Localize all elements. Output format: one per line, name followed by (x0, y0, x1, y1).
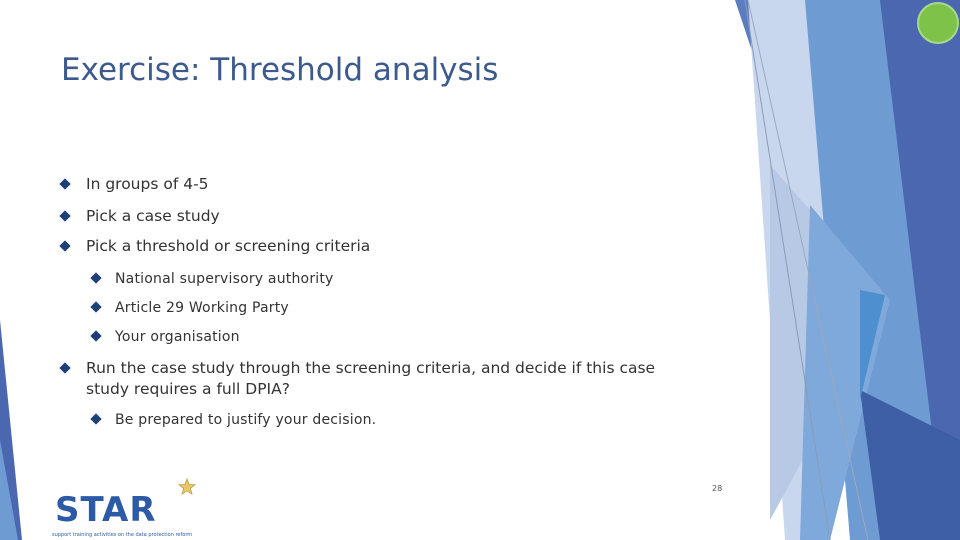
bullet-item (57, 206, 220, 227)
sub-bullet-text: Your organisation (115, 329, 240, 345)
diamond-bullet-icon (90, 272, 101, 283)
sub-bullet-item (88, 269, 334, 290)
slide-title: Exercise: Threshold analysis (61, 52, 499, 88)
diamond-bullet-icon (59, 178, 70, 189)
bullet-item (57, 236, 370, 257)
sub-bullet-item (88, 298, 289, 319)
sub-bullet-text: Be prepared to justify your decision. (115, 412, 377, 428)
star-icon (178, 478, 196, 496)
diamond-bullet-icon (90, 330, 101, 341)
bullet-text: Pick a threshold or screening criteria (86, 237, 371, 255)
bullet-text-line: Run the case study through the screening criteria, and decide if this case (86, 359, 656, 377)
logo-wordmark: STAR (55, 490, 157, 530)
sub-bullet-item (88, 410, 376, 431)
bullet-text: In groups of 4-5 (86, 175, 209, 193)
sub-bullet-text: Article 29 Working Party (115, 300, 289, 316)
bullet-text: Pick a case study (86, 207, 220, 225)
star-logo (50, 476, 210, 540)
diamond-bullet-icon (59, 240, 70, 251)
bullet-text (86, 358, 655, 400)
diamond-bullet-icon (59, 210, 70, 221)
bullet-item (57, 358, 655, 400)
logo-tagline: support training activities on the data protection reform (52, 532, 193, 538)
bullet-item (57, 174, 209, 195)
page-number: 28 (712, 484, 723, 493)
bullet-text-line: study requires a full DPIA? (86, 380, 290, 398)
sub-bullet-text: National supervisory authority (115, 271, 334, 287)
diamond-bullet-icon (59, 362, 70, 373)
green-circle-icon (918, 3, 958, 43)
diamond-bullet-icon (90, 413, 101, 424)
sub-bullet-item (88, 327, 240, 348)
diamond-bullet-icon (90, 301, 101, 312)
